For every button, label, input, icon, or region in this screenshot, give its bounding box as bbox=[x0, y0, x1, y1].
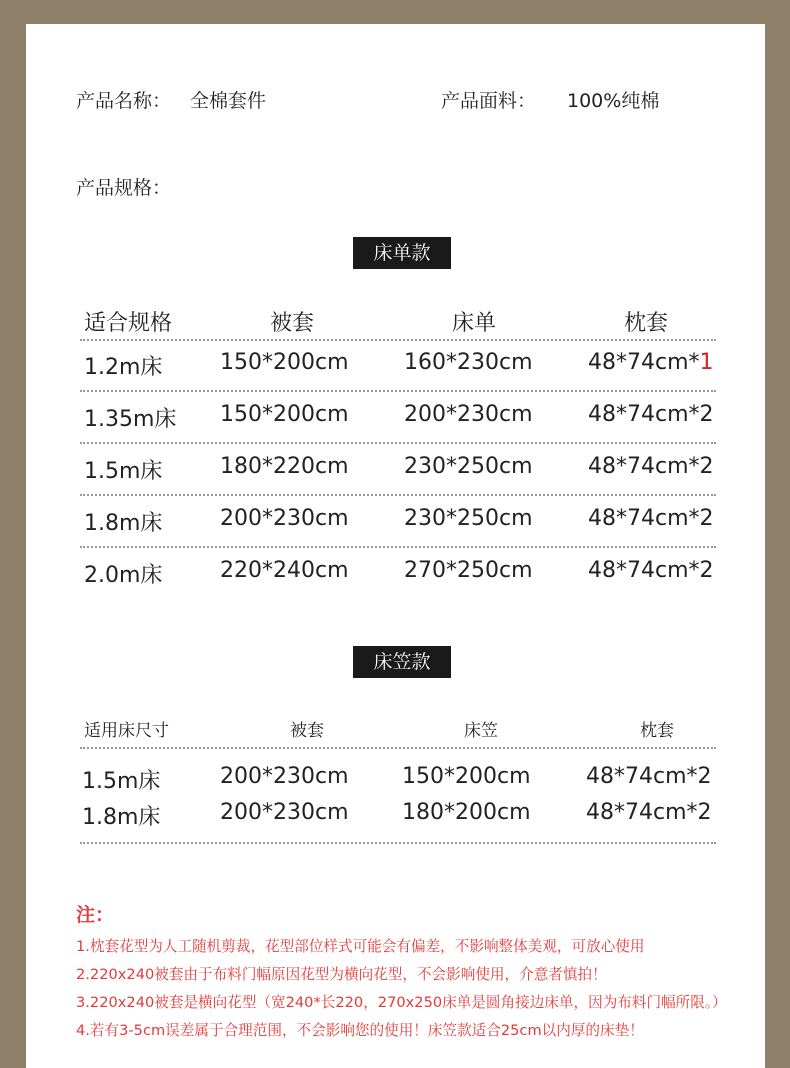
product-name-label: 产品名称： bbox=[76, 90, 172, 112]
cell-pillow: 48*74cm*2 bbox=[588, 506, 714, 531]
cell-sheet: 270*250cm bbox=[404, 558, 533, 583]
fitted-size-table bbox=[80, 710, 716, 862]
table-header-row bbox=[80, 300, 716, 340]
table-row bbox=[80, 496, 716, 548]
cell-duvet: 200*230cm bbox=[220, 506, 349, 531]
cell-size: 1.8m床 bbox=[84, 511, 163, 536]
cell-pillow: 48*74cm*2 bbox=[588, 558, 714, 583]
product-fabric-row bbox=[441, 86, 741, 112]
cell-duvet: 150*200cm bbox=[220, 350, 349, 375]
cell-duvet: 150*200cm bbox=[220, 402, 349, 427]
header-sheet: 床单 bbox=[452, 311, 497, 336]
cell-size: 1.2m床 bbox=[84, 355, 163, 380]
notes-heading: 注： bbox=[76, 904, 115, 926]
cell-sheet: 230*250cm bbox=[404, 454, 533, 479]
notes-block bbox=[76, 900, 756, 1045]
product-fabric-value: 100%纯棉 bbox=[567, 90, 660, 112]
header-pillow: 枕套 bbox=[624, 311, 669, 336]
cell-size: 1.8m床 bbox=[82, 805, 161, 830]
pillow-size-text: 48*74cm* bbox=[588, 350, 700, 375]
section-title-sheet: 床单款 bbox=[353, 237, 451, 269]
pillow-count-highlight: 1 bbox=[699, 350, 714, 375]
header-duvet: 被套 bbox=[290, 721, 324, 741]
header-size: 适合规格 bbox=[84, 311, 173, 336]
cell-fitted: 150*200cm bbox=[402, 764, 531, 789]
table-row bbox=[80, 794, 716, 844]
header-pillow: 枕套 bbox=[640, 721, 674, 741]
cell-sheet: 160*230cm bbox=[404, 350, 533, 375]
table-row bbox=[80, 392, 716, 444]
cell-sheet: 200*230cm bbox=[404, 402, 533, 427]
note-line-4: 4.若有3-5cm误差属于合理范围，不会影响您的使用！床笠款适合25cm以内厚的床垫！ bbox=[76, 1022, 644, 1039]
section-title-fitted: 床笠款 bbox=[353, 646, 451, 678]
cell-pillow: 48*74cm*2 bbox=[586, 800, 712, 825]
table-row bbox=[80, 444, 716, 496]
product-spec-label: 产品规格： bbox=[76, 177, 172, 199]
cell-fitted: 180*200cm bbox=[402, 800, 531, 825]
cell-size: 2.0m床 bbox=[84, 563, 163, 588]
cell-pillow: 48*74cm*2 bbox=[588, 402, 714, 427]
cell-duvet: 200*230cm bbox=[220, 800, 349, 825]
cell-duvet: 180*220cm bbox=[220, 454, 349, 479]
note-line-2: 2.220x240被套由于布料门幅原因花型为横向花型，不会影响使用，介意者慎拍！ bbox=[76, 966, 607, 983]
product-fabric-label: 产品面料： bbox=[441, 90, 537, 112]
product-name-row bbox=[76, 86, 376, 112]
table-row bbox=[80, 548, 716, 606]
note-line-1: 1.枕套花型为人工随机剪裁，花型部位样式可能会有偏差，不影响整体美观，可放心使用 bbox=[76, 938, 645, 955]
cell-pillow bbox=[588, 350, 714, 375]
header-size: 适用床尺寸 bbox=[84, 721, 169, 741]
sheet-table-body bbox=[80, 340, 716, 606]
cell-duvet: 200*230cm bbox=[220, 764, 349, 789]
product-spec-card bbox=[26, 24, 765, 1068]
cell-size: 1.35m床 bbox=[84, 407, 177, 432]
cell-size: 1.5m床 bbox=[82, 769, 161, 794]
header-fitted: 床笠 bbox=[464, 721, 498, 741]
cell-duvet: 220*240cm bbox=[220, 558, 349, 583]
note-line-3: 3.220x240被套是横向花型（宽240*长220，270x250床单是圆角接边床单，因为布料门幅所限。） bbox=[76, 994, 727, 1011]
table-header-row bbox=[80, 710, 716, 748]
fitted-table-body bbox=[80, 748, 716, 844]
sheet-size-table bbox=[80, 300, 716, 620]
cell-pillow: 48*74cm*2 bbox=[586, 764, 712, 789]
header-duvet: 被套 bbox=[270, 311, 315, 336]
row-divider bbox=[80, 842, 716, 844]
cell-size: 1.5m床 bbox=[84, 459, 163, 484]
table-row bbox=[80, 748, 716, 794]
product-spec-row bbox=[76, 173, 276, 199]
product-name-value: 全棉套件 bbox=[190, 90, 267, 112]
cell-pillow: 48*74cm*2 bbox=[588, 454, 714, 479]
table-row bbox=[80, 340, 716, 392]
cell-sheet: 230*250cm bbox=[404, 506, 533, 531]
